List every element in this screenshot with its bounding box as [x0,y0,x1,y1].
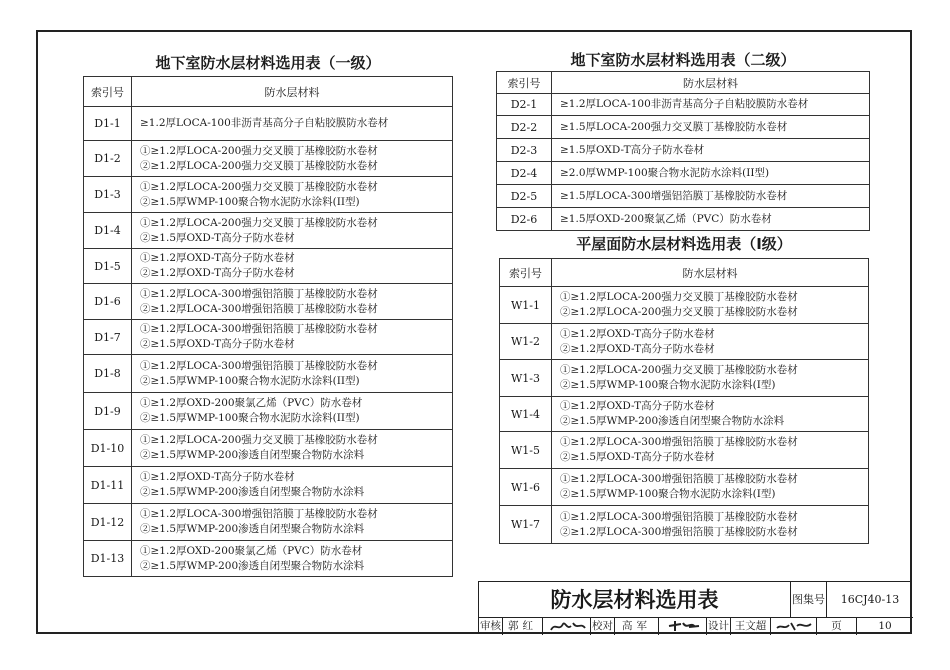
page-number: 10 [878,620,892,632]
row-index: D1-2 [84,141,132,177]
table-row [84,249,453,284]
row-material [552,324,869,360]
material-line: ①≥1.2厚LOCA-300增强铝箔膜丁基橡胶防水卷材 [140,323,378,335]
material-line: ①≥1.2厚LOCA-300增强铝箔膜丁基橡胶防水卷材 [140,508,378,520]
material-line: ②≥1.5厚WMP-200渗透自闭型聚合物防水涂料 [140,486,365,498]
material-line: ②≥1.5厚WMP-100聚合物水泥防水涂料(II型) [140,195,360,208]
material-line: ≥1.5厚OXD-T高分子防水卷材 [560,143,705,156]
table-row [84,141,453,177]
row-index: W1-5 [500,432,552,469]
material-line: ≥2.0厚WMP-100聚合物水泥防水涂料(II型) [560,166,770,179]
col-header-material: 防水层材料 [552,259,869,287]
row-index: D1-1 [84,107,132,141]
material-line: ①≥1.2厚OXD-T高分子防水卷材 [560,327,715,340]
table2-title: 地下室防水层材料选用表（二级） [570,51,796,69]
material-line: ①≥1.2厚LOCA-300增强铝箔膜丁基橡胶防水卷材 [140,359,378,372]
table-row [84,541,453,577]
row-material [552,94,870,116]
check-label: 校对 [591,618,615,635]
row-material [132,430,453,467]
designer-signature [771,618,817,635]
col-header-index: 索引号 [84,77,132,107]
col-header-material: 防水层材料 [132,77,453,107]
design-label: 设计 [707,618,731,635]
material-line: ②≥1.5厚OXD-T高分子防水卷材 [140,338,295,350]
material-line: ≥1.5厚LOCA-300增强铝箔膜丁基橡胶防水卷材 [560,189,788,202]
row-material [132,355,453,393]
row-index: D1-9 [84,393,132,430]
material-line: ②≥1.2厚LOCA-200强力交叉膜丁基橡胶防水卷材 [560,306,798,318]
material-line: ≥1.5厚OXD-200聚氯乙烯（PVC）防水卷材 [560,212,772,225]
table-row [500,432,869,469]
material-line: ①≥1.2厚LOCA-300增强铝箔膜丁基橡胶防水卷材 [140,287,378,300]
material-line: ①≥1.2厚LOCA-300增强铝箔膜丁基橡胶防水卷材 [560,436,798,448]
material-line: ①≥1.2厚OXD-200聚氯乙烯（PVC）防水卷材 [140,397,363,409]
material-line: ①≥1.2厚LOCA-300增强铝箔膜丁基橡胶防水卷材 [560,510,798,523]
row-index: W1-3 [500,360,552,397]
row-material [132,213,453,249]
row-index: W1-2 [500,324,552,360]
title-block [478,581,912,634]
material-line: ①≥1.2厚LOCA-200强力交叉膜丁基橡胶防水卷材 [560,364,798,376]
row-index: W1-6 [500,469,552,506]
material-line: ②≥1.5厚WMP-100聚合物水泥防水涂料(II型) [140,374,360,387]
waterproof-table-flat-roof-grade1 [499,258,869,544]
material-line: ≥1.5厚LOCA-200强力交叉膜丁基橡胶防水卷材 [560,120,788,133]
material-line: ②≥1.5厚OXD-T高分子防水卷材 [140,231,295,244]
row-index: D2-3 [497,139,552,162]
table-row [497,162,870,185]
row-material [132,249,453,284]
row-index: W1-1 [500,287,552,324]
material-line: ②≥1.5厚OXD-T高分子防水卷材 [560,451,715,463]
table-row [500,397,869,432]
row-index: D1-11 [84,467,132,504]
row-material [132,320,453,355]
material-line: ①≥1.2厚OXD-T高分子防水卷材 [140,252,295,264]
row-index: D1-4 [84,213,132,249]
material-line: ①≥1.2厚OXD-T高分子防水卷材 [140,471,295,483]
reviewer-signature [543,618,591,635]
row-material [552,360,869,397]
row-index: D1-10 [84,430,132,467]
row-material [552,287,869,324]
row-material [132,141,453,177]
material-line: ②≥1.5厚WMP-100聚合物水泥防水涂料(I型) [560,379,776,391]
row-material [552,432,869,469]
checker-signature [659,618,707,635]
table-row [497,139,870,162]
row-index: D1-5 [84,249,132,284]
row-material [552,208,870,231]
row-material [132,467,453,504]
table-row [84,284,453,320]
row-index: D2-2 [497,116,552,139]
table-row [500,324,869,360]
table-row [497,185,870,208]
waterproof-table-basement-grade2 [496,71,870,231]
table-row [84,430,453,467]
row-material [132,541,453,577]
drawing-title: 防水层材料选用表 [479,582,791,618]
row-material [552,185,870,208]
row-material [132,107,453,141]
row-material [552,116,870,139]
material-line: ①≥1.2厚LOCA-200强力交叉膜丁基橡胶防水卷材 [140,434,378,446]
row-material [132,504,453,541]
row-index: D2-6 [497,208,552,231]
review-label: 审核 [479,618,503,635]
table-row [84,504,453,541]
atlas-label: 图集号 [791,582,827,618]
material-line: ①≥1.2厚LOCA-200强力交叉膜丁基橡胶防水卷材 [140,144,378,157]
material-line: ②≥1.2厚OXD-T高分子防水卷材 [560,342,715,355]
material-line: ①≥1.2厚LOCA-200强力交叉膜丁基橡胶防水卷材 [140,180,378,193]
material-line: ②≥1.2厚LOCA-300增强铝箔膜丁基橡胶防水卷材 [140,302,378,315]
page-label: 页 [817,618,857,635]
material-line: ②≥1.2厚LOCA-200强力交叉膜丁基橡胶防水卷材 [140,159,378,172]
row-index: D1-7 [84,320,132,355]
col-header-index: 索引号 [500,259,552,287]
row-index: W1-7 [500,506,552,544]
table-row [84,213,453,249]
row-index: D1-8 [84,355,132,393]
row-index: D2-1 [497,94,552,116]
row-index: D1-12 [84,504,132,541]
material-line: ≥1.2厚LOCA-100非沥青基高分子自粘胶膜防水卷材 [140,117,389,129]
row-index: W1-4 [500,397,552,432]
row-material [552,139,870,162]
table1-title: 地下室防水层材料选用表（一级） [155,54,381,72]
col-header-material: 防水层材料 [552,72,870,94]
material-line: ②≥1.5厚WMP-100聚合物水泥防水涂料(II型) [140,412,360,424]
row-material [132,284,453,320]
row-index: D2-5 [497,185,552,208]
checker-name: 高军 [615,618,659,635]
table-row [500,506,869,544]
row-index: D2-4 [497,162,552,185]
table-row [84,393,453,430]
material-line: ①≥1.2厚OXD-T高分子防水卷材 [560,400,715,412]
waterproof-table-basement-grade1 [83,76,453,577]
table-row [497,208,870,231]
row-material [552,397,869,432]
table-row [84,107,453,141]
material-line: ②≥1.2厚LOCA-300增强铝箔膜丁基橡胶防水卷材 [560,525,798,538]
table-row [497,94,870,116]
material-line: ≥1.2厚LOCA-100非沥青基高分子自粘胶膜防水卷材 [560,98,809,110]
reviewer-name: 郭红 [503,618,543,635]
table-row [500,360,869,397]
material-line: ①≥1.2厚OXD-200聚氯乙烯（PVC）防水卷材 [140,544,363,557]
material-line: ②≥1.2厚OXD-T高分子防水卷材 [140,267,295,279]
row-material [132,177,453,213]
table-row [84,177,453,213]
material-line: ②≥1.5厚WMP-200渗透自闭型聚合物防水涂料 [560,415,785,427]
table-row [84,355,453,393]
table-row [500,287,869,324]
material-line: ②≥1.5厚WMP-200渗透自闭型聚合物防水涂料 [140,523,365,535]
material-line: ①≥1.2厚LOCA-200强力交叉膜丁基橡胶防水卷材 [560,291,798,303]
table-row [84,467,453,504]
row-index: D1-3 [84,177,132,213]
row-material [552,162,870,185]
table-row [497,116,870,139]
material-line: ①≥1.2厚LOCA-300增强铝箔膜丁基橡胶防水卷材 [560,473,798,485]
row-index: D1-13 [84,541,132,577]
material-line: ②≥1.5厚WMP-200渗透自闭型聚合物防水涂料 [140,559,365,572]
table3-title: 平屋面防水层材料选用表（Ⅰ级） [576,235,792,253]
atlas-number: 16CJ40-13 [827,582,913,618]
designer-name: 王文超 [731,618,771,635]
material-line: ②≥1.5厚WMP-100聚合物水泥防水涂料(I型) [560,488,776,500]
row-index: D1-6 [84,284,132,320]
row-material [132,393,453,430]
table-row [84,320,453,355]
row-material [552,469,869,506]
row-material [552,506,869,544]
col-header-index: 索引号 [497,72,552,94]
material-line: ②≥1.5厚WMP-200渗透自闭型聚合物防水涂料 [140,449,365,461]
material-line: ①≥1.2厚LOCA-200强力交叉膜丁基橡胶防水卷材 [140,216,378,229]
table-row [500,469,869,506]
